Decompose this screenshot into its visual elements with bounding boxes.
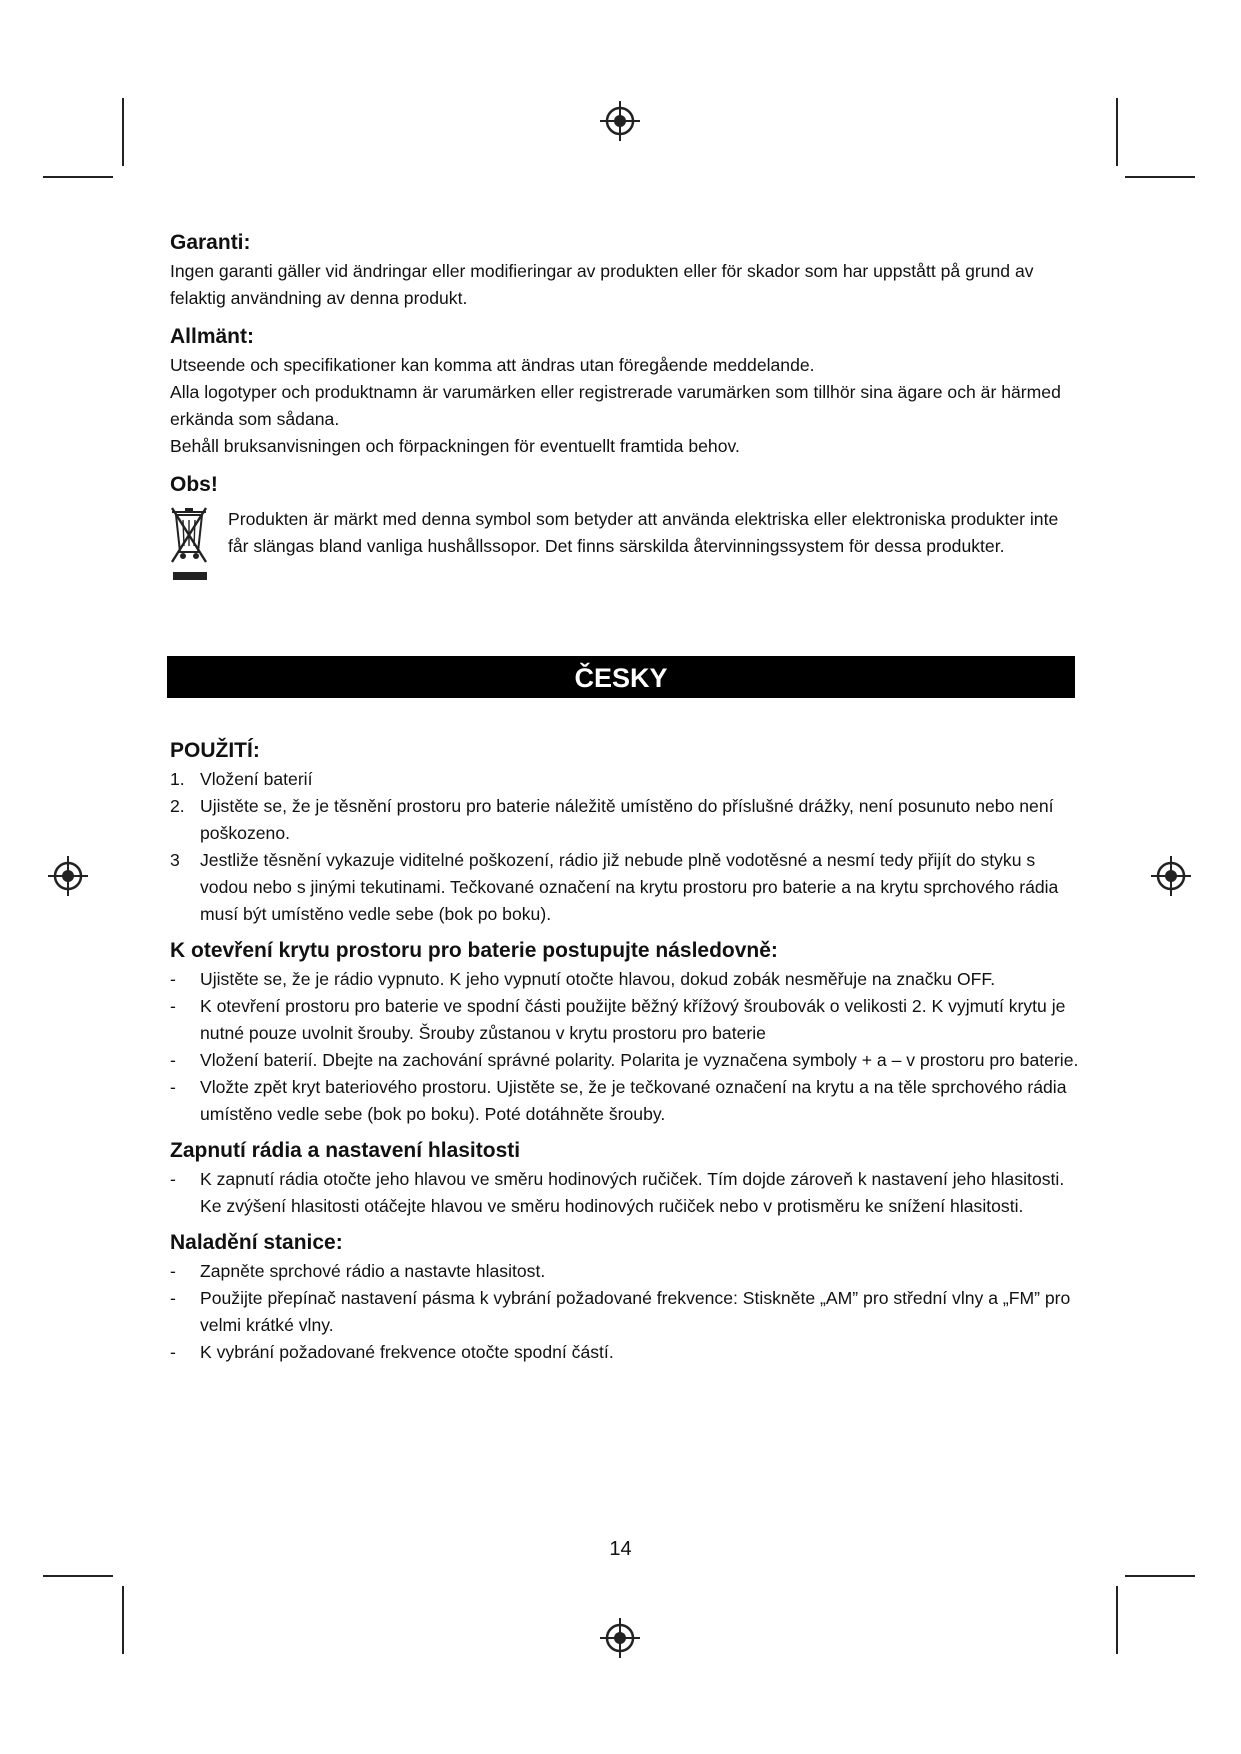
crop-mark bbox=[122, 98, 124, 166]
crop-mark bbox=[1125, 1575, 1195, 1577]
list-item: - K otevření prostoru pro baterie ve spodní části použijte běžný křížový šroubovák o velikosti 2. K vyjmutí krytu je nutné pouze uvolnit šrouby. Šrouby zůstanou v krytu prostoru pro baterie bbox=[170, 996, 1066, 1043]
crop-mark bbox=[43, 1575, 113, 1577]
allmant-heading: Allmänt: bbox=[170, 325, 254, 348]
list-item: - Vložte zpět kryt bateriového prostoru. Ujistěte se, že je tečkované označení na krytu a na těle sprchového rádia umístěno vedle sebe (bok po boku). Poté dotáhněte šrouby. bbox=[170, 1077, 1067, 1124]
crop-mark bbox=[1116, 98, 1118, 166]
otevreni-section bbox=[170, 936, 1080, 1128]
allmant-line: Alla logotyper och produktnamn är varumärken eller registrerade varumärken som tillhör sina ägare och är härmed erkända som sådana. bbox=[170, 382, 1061, 429]
czech-section bbox=[170, 736, 1080, 1374]
naladeni-heading: Naladění stanice: bbox=[170, 1231, 343, 1254]
allmant-section bbox=[170, 322, 1080, 460]
registration-mark-icon bbox=[48, 856, 88, 896]
list-item: - K zapnutí rádia otočte jeho hlavou ve směru hodinových ručiček. Tím dojde zároveň k nastavení jeho hlasitosti. Ke zvýšení hlasitosti otáčejte hlavou ve směru hodinových ručiček nebo v protisměru ke snížení hlasitosti. bbox=[170, 1169, 1065, 1216]
list-item: - Zapněte sprchové rádio a nastavte hlasitost. bbox=[170, 1261, 546, 1281]
crop-mark bbox=[1125, 176, 1195, 178]
registration-mark-icon bbox=[600, 101, 640, 141]
allmant-line: Behåll bruksanvisningen och förpackningen för eventuellt framtida behov. bbox=[170, 436, 740, 456]
list-item: - Ujistěte se, že je rádio vypnuto. K jeho vypnutí otočte hlavou, dokud zobák nesměřuje na značku OFF. bbox=[170, 969, 996, 989]
obs-heading: Obs! bbox=[170, 473, 218, 496]
naladeni-section bbox=[170, 1228, 1080, 1366]
garanti-text: Ingen garanti gäller vid ändringar eller modifieringar av produkten eller för skador som har uppstått på grund av felaktig användning av denna produkt. bbox=[170, 261, 1034, 308]
garanti-heading: Garanti: bbox=[170, 231, 251, 254]
list-item: - Použijte přepínač nastavení pásma k vybrání požadované frekvence: Stiskněte „AM” pro střední vlny a „FM” pro velmi krátké vlny. bbox=[170, 1288, 1071, 1335]
list-item: 3 Jestliže těsnění vykazuje viditelné poškození, rádio již nebude plně vodotěsné a nesmí tedy přijít do styku s vodou nebo s jinými tekutinami. Tečkované označení na krytu prostoru pro baterie a na krytu sprchového rádia musí být umístěno vedle sebe (bok po boku). bbox=[170, 850, 1059, 924]
obs-text: Produkten är märkt med denna symbol som betyder att använda elektriska eller elektroniska produkter inte får slängas bland vanliga hushållssopor. Det finns särskilda återvinningssystem för dessa produkter. bbox=[228, 509, 1059, 556]
list-item: - Vložení baterií. Dbejte na zachování správné polarity. Polarita je vyznačena symboly + a – v prostoru pro baterie. bbox=[170, 1050, 1079, 1070]
crop-mark bbox=[1116, 1586, 1118, 1654]
zapnuti-heading: Zapnutí rádia a nastavení hlasitosti bbox=[170, 1139, 521, 1162]
crop-mark bbox=[122, 1586, 124, 1654]
pouziti-heading: POUŽITÍ: bbox=[170, 739, 260, 762]
crop-mark bbox=[43, 176, 113, 178]
language-banner: ČESKY bbox=[167, 656, 1075, 698]
zapnuti-section bbox=[170, 1136, 1080, 1220]
list-item: - K vybrání požadované frekvence otočte spodní částí. bbox=[170, 1342, 614, 1362]
garanti-section bbox=[170, 228, 1080, 312]
allmant-line: Utseende och specifikationer kan komma att ändras utan föregående meddelande. bbox=[170, 355, 815, 375]
otevreni-heading: K otevření krytu prostoru pro baterie postupujte následovně: bbox=[170, 939, 778, 962]
list-item: 2. Ujistěte se, že je těsnění prostoru pro baterie náležitě umístěno do příslušné drážky, není posunuto nebo není poškozeno. bbox=[170, 796, 1054, 843]
swedish-section bbox=[170, 228, 1080, 604]
list-item: 1. Vložení baterií bbox=[170, 769, 313, 789]
registration-mark-icon bbox=[1151, 856, 1191, 896]
registration-mark-icon bbox=[600, 1618, 640, 1658]
obs-section bbox=[170, 470, 1080, 594]
page-number: 14 bbox=[609, 1538, 632, 1560]
weee-bin-icon bbox=[170, 506, 228, 594]
pouziti-section bbox=[170, 736, 1080, 928]
